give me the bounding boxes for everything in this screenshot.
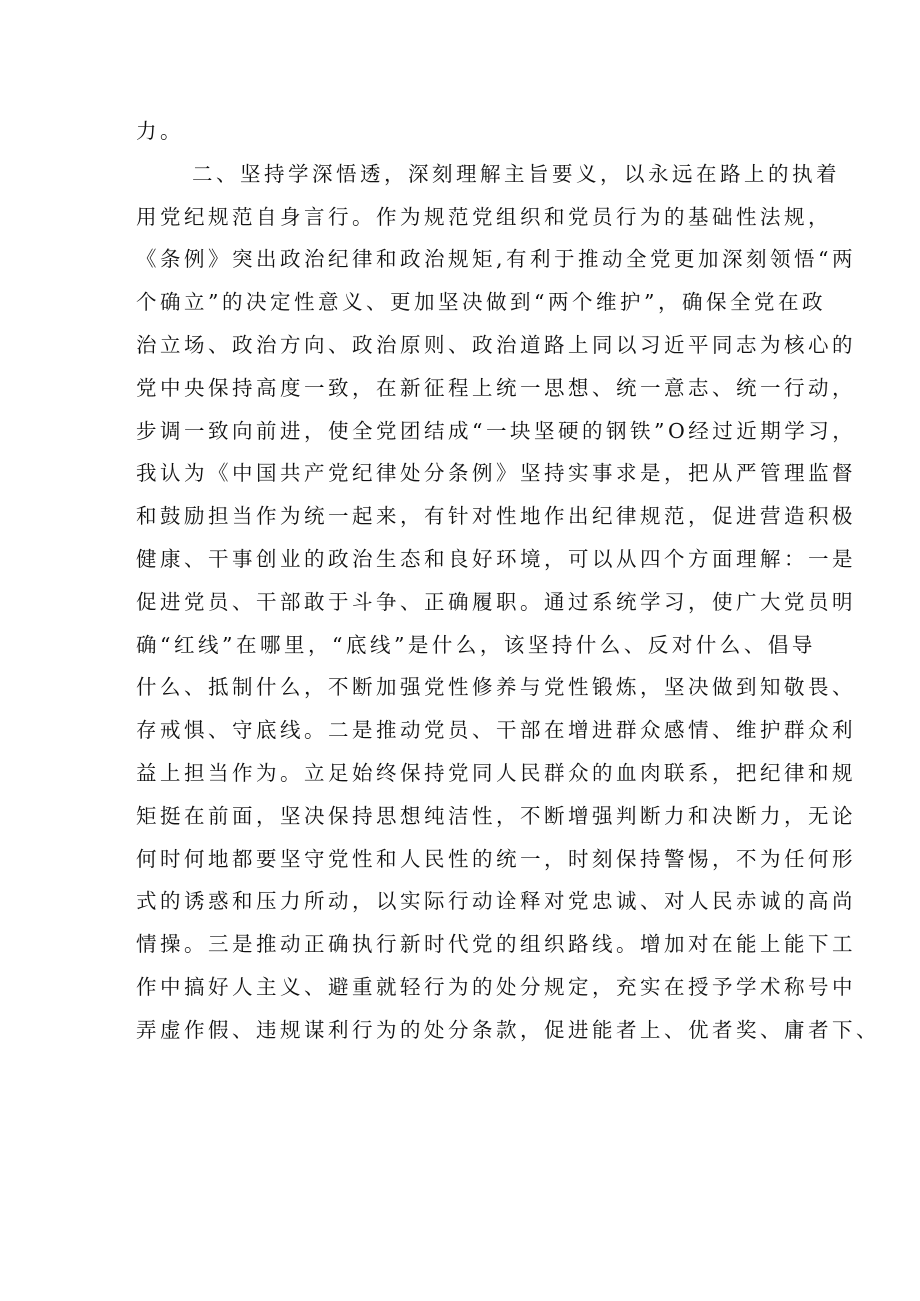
text-line: 矩挺在前面，坚决保持思想纯洁性，不断增强判断力和决断力，无论 bbox=[136, 803, 856, 828]
text-line: 和鼓励担当作为统一起来，有针对性地作出纪律规范，促进营造积极 bbox=[136, 504, 856, 529]
text-line: 存戒惧、守底线。二是推动党员、干部在增进群众感情、维护群众利 bbox=[136, 718, 856, 743]
text-line: 确“红线”在哪里，“底线”是什么，该坚持什么、反对什么、倡导 bbox=[136, 632, 816, 657]
text-line: 弄虚作假、违规谋利行为的处分条款，促进能者上、优者奖、庸者下、 bbox=[136, 1017, 880, 1042]
text-line: 式的诱惑和压力所动，以实际行动诠释对党忠诚、对人民赤诚的高尚 bbox=[136, 889, 856, 914]
section-two-heading-line: 二、坚持学深悟透，深刻理解主旨要义，以永远在路上的执着 bbox=[192, 161, 840, 186]
text-line: 何时何地都要坚守党性和人民性的统一，时刻保持警惕，不为任何形 bbox=[136, 846, 856, 871]
text-line: 健康、干事创业的政治生态和良好环境，可以从四个方面理解：一是 bbox=[136, 546, 856, 571]
text-line: 党中央保持高度一致，在新征程上统一思想、统一意志、统一行动， bbox=[136, 375, 856, 400]
text-line: 什么、抵制什么，不断加强党性修养与党性锻炼，坚决做到知敬畏、 bbox=[136, 675, 856, 700]
text-line: 用党纪规范自身言行。作为规范党组织和党员行为的基础性法规， bbox=[136, 204, 832, 229]
document-body bbox=[136, 110, 880, 1052]
text-line: 个确立”的决定性意义、更加坚决做到“两个维护”，确保全党在政 bbox=[136, 290, 826, 315]
text-line: 益上担当作为。立足始终保持党同人民群众的血肉联系，把纪律和规 bbox=[136, 760, 856, 785]
text-line: 治立场、政治方向、政治原则、政治道路上同以习近平同志为核心的 bbox=[136, 332, 856, 357]
text-line: 步调一致向前进，使全党团结成“一块坚硬的钢铁”O经过近期学习， bbox=[136, 418, 857, 443]
text-line: 《条例》突出政治纪律和政治规矩,有利于推动全党更加深刻领悟“两 bbox=[136, 247, 856, 272]
paragraph-continuation-line: 力。 bbox=[136, 119, 184, 143]
text-line: 我认为《中国共产党纪律处分条例》坚持实事求是，把从严管理监督 bbox=[136, 461, 856, 486]
text-line: 情操。三是推动正确执行新时代党的组织路线。增加对在能上能下工 bbox=[136, 932, 856, 957]
text-line: 作中搞好人主义、避重就轻行为的处分规定，充实在授予学术称号中 bbox=[136, 974, 856, 999]
text-line: 促进党员、干部敢于斗争、正确履职。通过系统学习，使广大党员明 bbox=[136, 589, 856, 614]
